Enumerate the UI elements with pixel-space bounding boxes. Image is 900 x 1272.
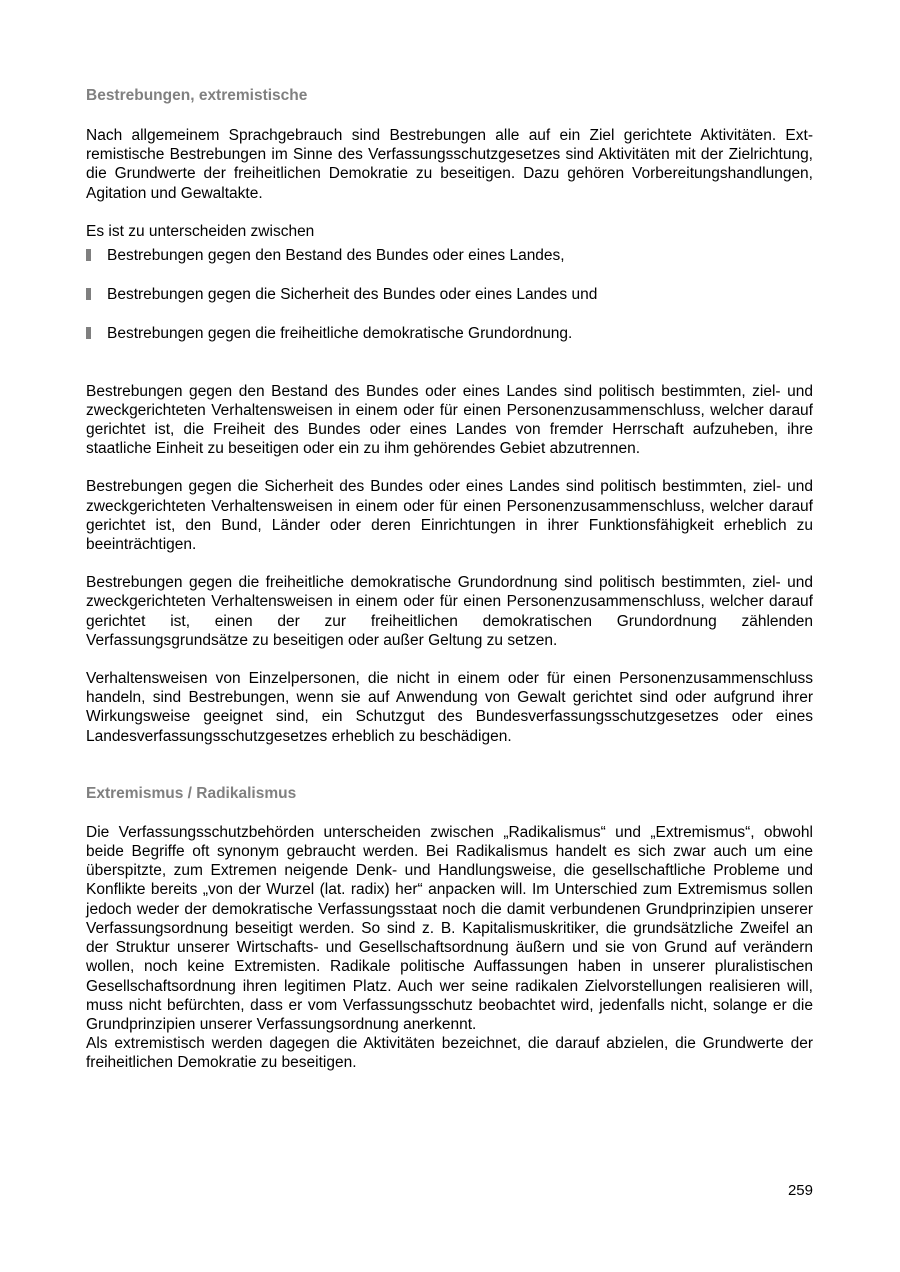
bullet-icon: [86, 327, 91, 339]
bullet-icon: [86, 288, 91, 300]
paragraph-bestand: Bestrebungen gegen den Bestand des Bundes oder eines Landes sind politisch bestimmten, ziel- und zweckgerichteten Verhaltensweisen in einem oder für einen Personenzusammenschluss, welcher darauf gerichtet ist, die Freiheit des Bundes oder eines Landes von fremder Herrschaft aufzuheben, ihre staatliche Einheit zu beseitigen oder ein zu ihm gehörendes Gebiet abzutrennen.: [86, 382, 813, 458]
paragraph-intro: Nach allgemeinem Sprachgebrauch sind Bestrebungen alle auf ein Ziel gerichtete Aktivitäten. Extremistische Bestrebungen im Sinne des Verfassungsschutzgesetzes sind Aktivitäten mit der Zielrichtung, die Grundwerte der freiheitlichen Demokratie zu beseitigen. Dazu gehören Vorbereitungshandlungen, Agitation und Gewaltakte.: [86, 127, 813, 202]
list-item-text: Bestrebungen gegen den Bestand des Bundes oder eines Landes,: [107, 247, 565, 265]
document-page: [86, 86, 813, 1073]
paragraph-einzelpersonen: Verhaltensweisen von Einzelpersonen, die nicht in einem oder für einen Personenzusammenschluss handeln, sind Bestrebungen, wenn sie auf Anwendung von Gewalt gerichtet sind oder aufgrund ihrer Wirkungsweise geeignet sind, ein Schutzgut des Bundesverfassungsschutzgesetzes oder eines Landesverfassungsschutzgesetzes erheblich zu beschädigen.: [86, 670, 813, 745]
page-number: 259: [787, 1182, 813, 1199]
paragraph-radikalismus: Die Verfassungsschutzbehörden unterscheiden zwischen „Radikalismus“ und „Extremismus“, obwohl beide Begriffe oft synonym gebraucht werden. Bei Radikalismus handelt es sich zwar auch um eine überspitzte, zum Extremen neigende Denk- und Handlungsweise, die gesellschaftliche Probleme und Konflikte bereits „von der Wurzel (lat. radix) her“ anpacken will. Im Unterschied zum Extremismus sollen jedoch weder der demokratische Verfassungsstaat noch die damit verbundenen Grundprinzipien unserer Verfassungsordnung beseitigt werden. So sind z. B. Kapitalismuskritiker, die grundsätzliche Zweifel an der Struktur unserer Wirtschafts- und Gesellschaftsordnung äußern und sie von Grund auf verändern wollen, noch keine Extremisten. Radikale politische Auffassungen haben in unserer pluralistischen Gesellschaftsordnung ihren legitimen Platz. Auch wer seine radikalen Zielvorstellungen realisieren will, muss nicht befürchten, dass er vom Verfassungsschutz beobachtet wird, jedenfalls nicht, solange er die Grundprinzipien unserer Verfassungsordnung anerkennt.: [86, 823, 813, 1033]
section-heading-bestrebungen: Bestrebungen, extremistische: [86, 87, 308, 104]
paragraph-sicherheit: Bestrebungen gegen die Sicherheit des Bundes oder eines Landes sind politisch bestimmten, ziel- und zweckgerichteten Verhaltensweisen in einem oder für einen Personenzusammenschluss, welcher darauf gerichtet ist, den Bund, Länder oder deren Einrichtungen in ihrer Funktionsfähigkeit erheblich zu beeinträchtigen.: [86, 478, 813, 554]
list-item-text: Bestrebungen gegen die Sicherheit des Bundes oder eines Landes und: [107, 286, 598, 304]
list-item: [86, 285, 813, 304]
section-heading-extremismus: Extremismus / Radikalismus: [86, 784, 297, 802]
paragraph-extremistisch: Als extremistisch werden dagegen die Aktivitäten bezeichnet, die darauf abzielen, die Grundwerte der freiheitlichen Demokratie zu beseitigen.: [86, 1035, 813, 1072]
list-item: [86, 324, 813, 343]
bullet-icon: [86, 249, 91, 261]
paragraph-grundordnung: Bestrebungen gegen die freiheitliche demokratische Grundordnung sind politisch bestimmten, ziel- und zweckgerichteten Verhaltensweisen in einem oder für einen Personenzusammenschluss, welcher darauf gerichtet ist, einen der zur freiheitlichen demokratischen Grundordnung zählenden Verfassungsgrundsätze zu beseitigen oder außer Geltung zu setzen.: [86, 574, 813, 649]
bullet-list: [86, 246, 813, 344]
list-item: [86, 246, 813, 265]
list-intro: Es ist zu unterscheiden zwischen: [86, 222, 315, 240]
list-item-text: Bestrebungen gegen die freiheitliche demokratische Grundordnung.: [107, 325, 573, 343]
